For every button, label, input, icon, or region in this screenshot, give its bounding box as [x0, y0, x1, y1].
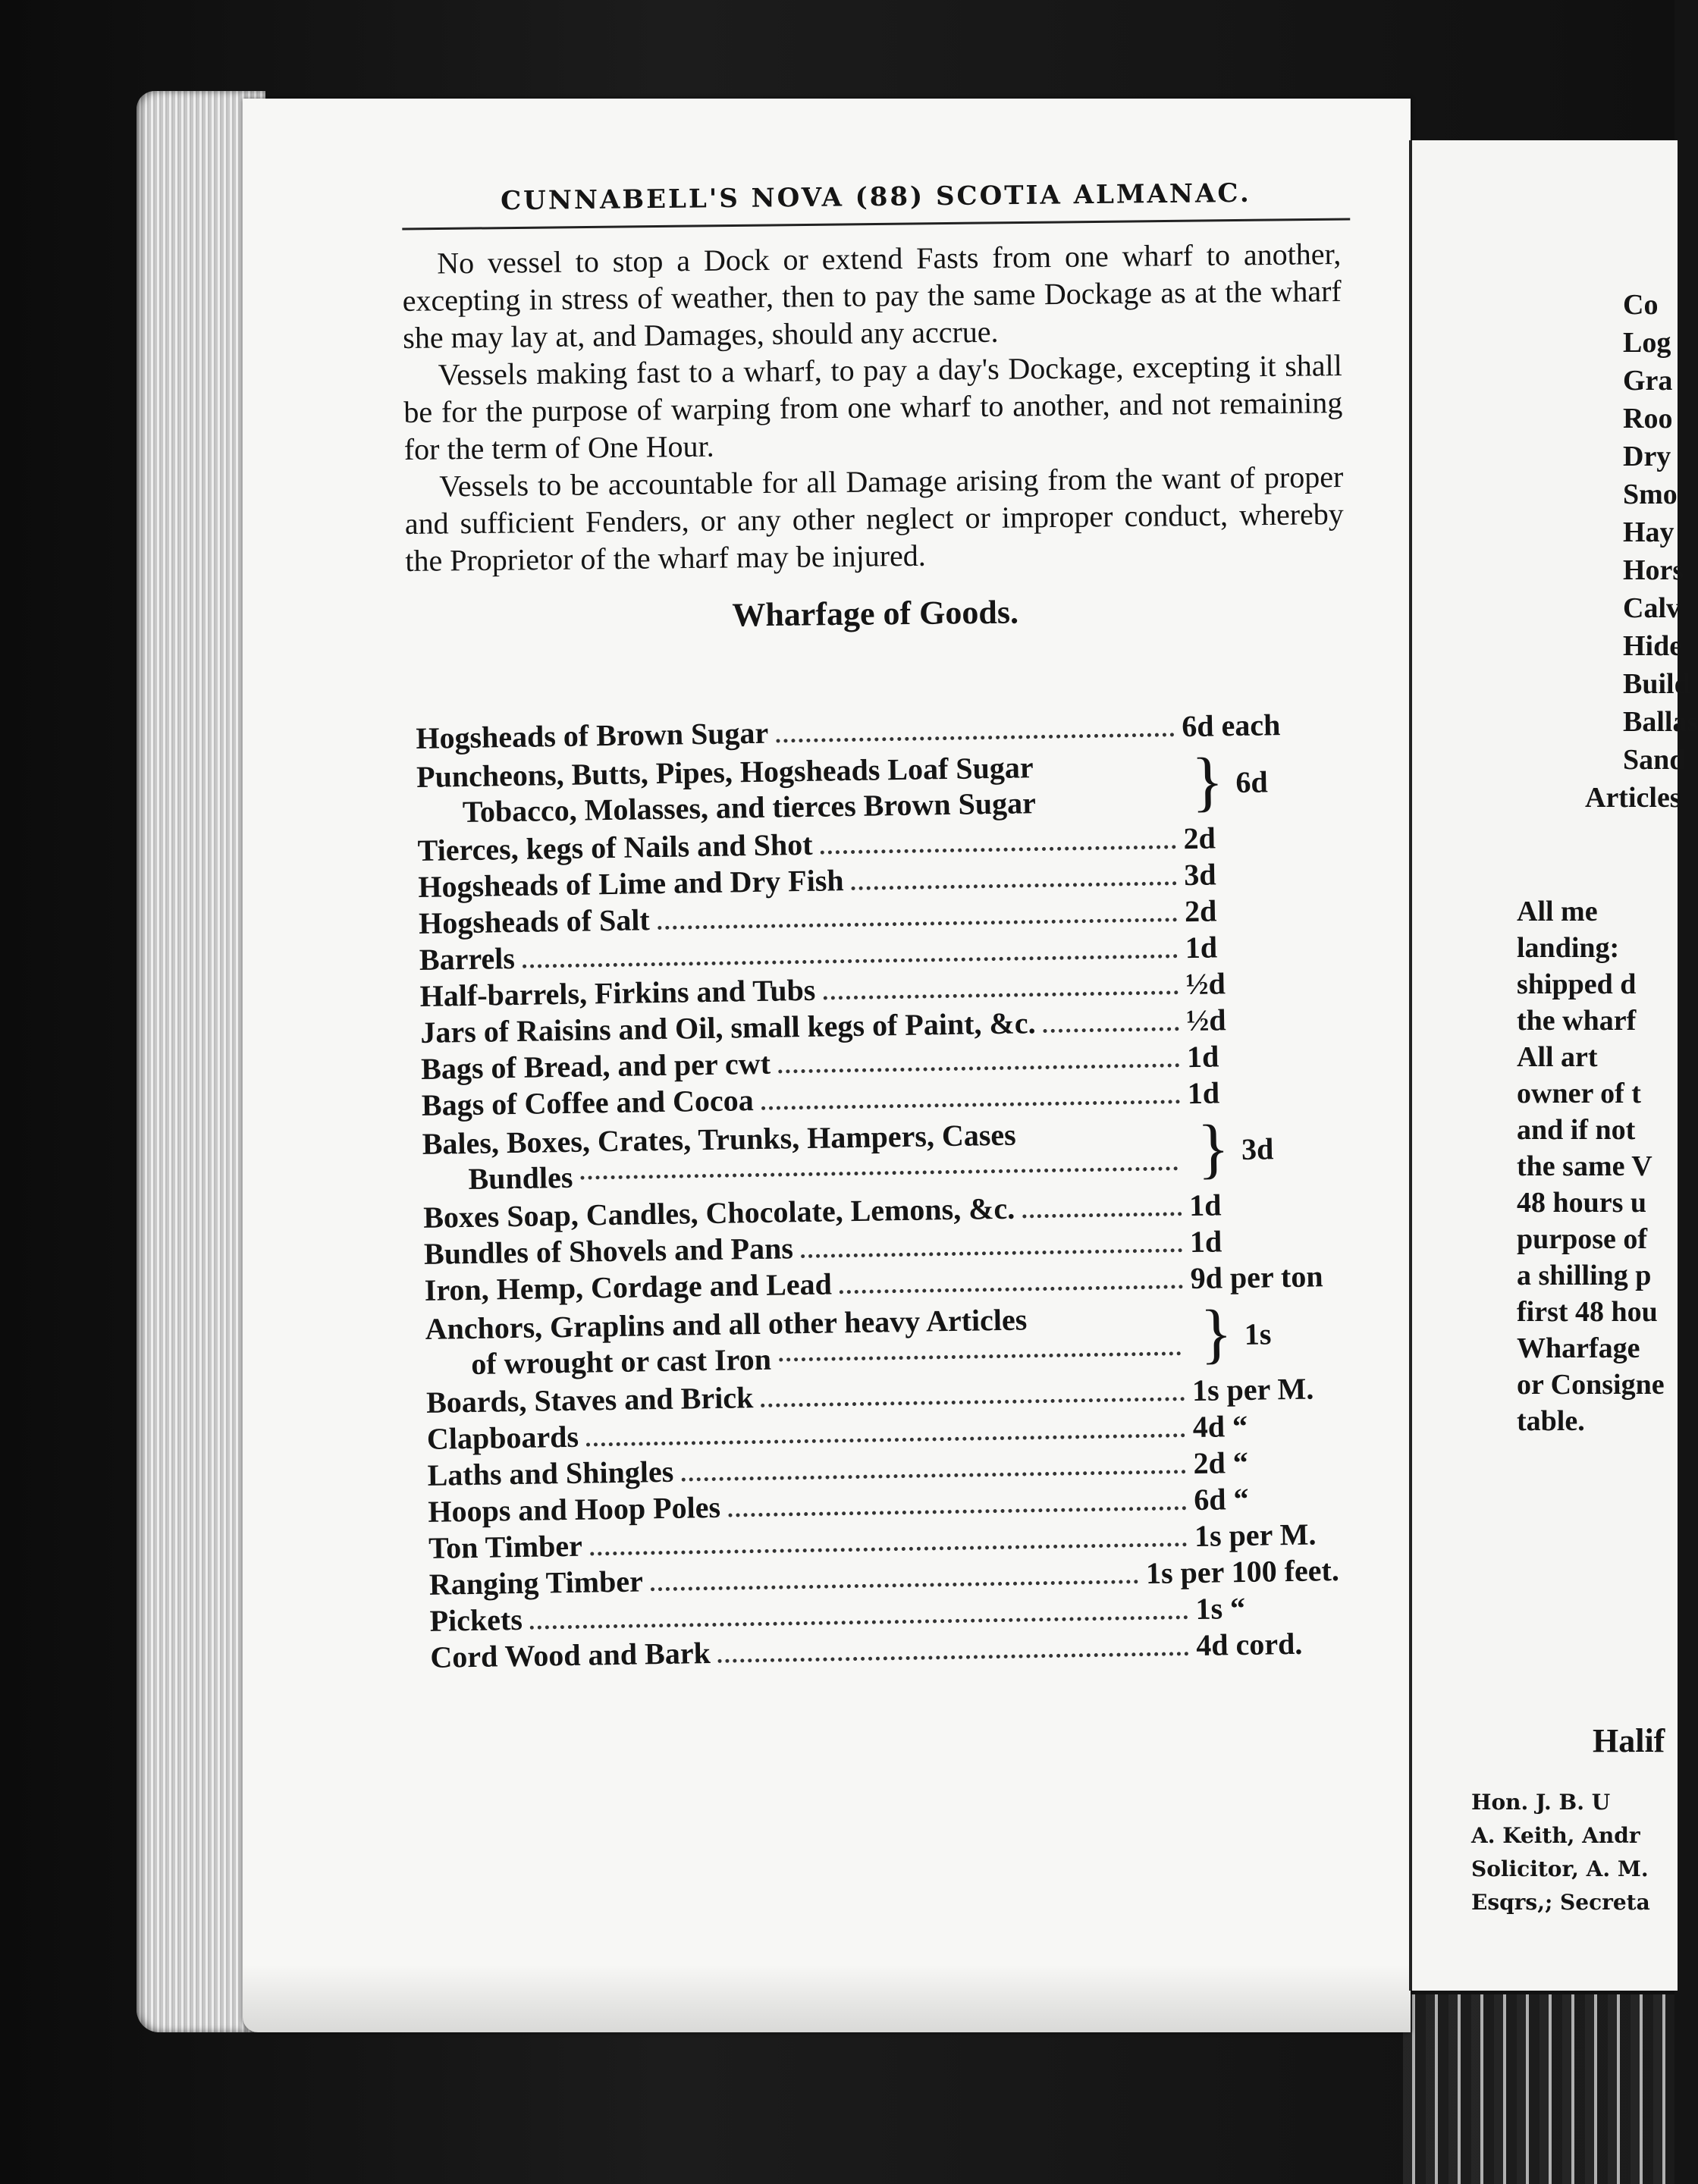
- rate-item: Tobacco, Molasses, and tierces Brown Sugar: [462, 786, 1037, 830]
- rate-item: Hoops and Hoop Poles: [428, 1489, 721, 1529]
- brace-glyph: }: [1199, 1297, 1233, 1371]
- rate-item: Clapboards: [426, 1419, 579, 1456]
- right-page-heading: Halif: [1593, 1722, 1665, 1759]
- rate-value: 1s per 100 feet.: [1145, 1553, 1340, 1591]
- rate-value: 1s: [1244, 1316, 1272, 1351]
- list-item: Build: [1623, 668, 1690, 700]
- rate-item-group: [416, 747, 1180, 830]
- rate-item: Laths and Shingles: [427, 1454, 674, 1492]
- right-page-paragraph: [1517, 895, 1674, 1441]
- text-line: All art: [1517, 1041, 1598, 1073]
- rate-value: ½d: [1185, 1003, 1226, 1038]
- text-line: and if not: [1517, 1114, 1636, 1146]
- list-item: Dry: [1623, 441, 1671, 472]
- text-line: a shilling p: [1517, 1260, 1652, 1291]
- rate-item: Bags of Bread, and per cwt: [420, 1046, 771, 1086]
- rate-value: 4d cord.: [1195, 1626, 1303, 1662]
- rate-item: Jars of Raisins and Oil, small kegs of Paint, &c.: [420, 1006, 1036, 1050]
- rate-item: Bales, Boxes, Crates, Trunks, Hampers, Cases: [422, 1117, 1016, 1161]
- running-header: CUNNABELL'S NOVA (88) SCOTIA ALMANAC.: [402, 177, 1351, 230]
- rate-item: Half-barrels, Firkins and Tubs: [419, 972, 816, 1013]
- text-line: the same V: [1517, 1150, 1652, 1182]
- rate-value: 1d: [1188, 1188, 1222, 1223]
- leader-dots: [681, 1464, 1186, 1481]
- list-item: Articles: [1585, 782, 1681, 814]
- leader-dots: [718, 1646, 1189, 1663]
- rate-row-grouped: [422, 1109, 1332, 1200]
- leader-dots: [586, 1427, 1185, 1446]
- leader-dots: [840, 1279, 1183, 1294]
- brace-glyph: }: [1191, 745, 1225, 819]
- leader-dots: [778, 1057, 1179, 1073]
- leader-dots: [852, 875, 1177, 890]
- list-item: Sand: [1623, 744, 1686, 776]
- text-line: first 48 hou: [1517, 1296, 1658, 1328]
- list-item: Gra: [1623, 365, 1673, 397]
- rate-item: Puncheons, Butts, Pipes, Hogsheads Loaf Sugar: [416, 750, 1034, 794]
- rate-value: 4d “: [1192, 1408, 1248, 1445]
- rate-value: 2d “: [1193, 1445, 1249, 1481]
- rate-value: 1s “: [1195, 1590, 1246, 1626]
- leader-dots: [1044, 1021, 1179, 1033]
- text-line: A. Keith, Andr: [1471, 1823, 1640, 1848]
- rate-item: Bags of Coffee and Cocoa: [421, 1083, 755, 1122]
- text-line: table.: [1517, 1405, 1585, 1437]
- leader-dots: [761, 1391, 1185, 1407]
- rate-value: 6d: [1235, 764, 1269, 799]
- rate-item: Tierces, kegs of Nails and Shot: [417, 827, 813, 868]
- rate-value: 1s per M.: [1191, 1371, 1314, 1408]
- rate-item: of wrought or cast Iron: [470, 1341, 772, 1381]
- rate-item-group: [422, 1114, 1185, 1197]
- rate-value: 1d: [1185, 930, 1218, 965]
- rate-value: 1d: [1189, 1224, 1222, 1260]
- list-item: Log: [1623, 327, 1671, 359]
- left-page-text: [402, 177, 1350, 671]
- list-item: Hors: [1623, 554, 1684, 586]
- text-line: or Consigne: [1517, 1369, 1665, 1401]
- paragraph: Vessels to be accountable for all Damage arising from the want of proper and sufficient Fenders, or any other neglect or improper conduct, whereby the Proprietor of the wharf may be injured.: [404, 460, 1345, 578]
- text-line: All me: [1517, 896, 1598, 927]
- leader-dots: [530, 1609, 1188, 1630]
- rate-value: 1d: [1186, 1039, 1219, 1075]
- regulations-text: [402, 235, 1345, 638]
- rate-row-grouped: [416, 742, 1327, 833]
- paragraph: No vessel to stop a Dock or extend Fasts from one wharf to another, excepting in stress of weather, then to pay the same Dockage as at the wharf she may lay at, and Damages, should any accrue.: [402, 237, 1342, 355]
- rate-item: Ranging Timber: [428, 1564, 644, 1602]
- rate-item: Boards, Staves and Brick: [425, 1380, 754, 1420]
- list-item: Ballas: [1623, 706, 1698, 738]
- list-item: Co: [1623, 289, 1659, 321]
- leader-dots: [761, 1094, 1180, 1110]
- leader-dots: [658, 912, 1178, 930]
- rate-item: Pickets: [429, 1602, 523, 1638]
- rate-item: Ton Timber: [428, 1528, 583, 1565]
- list-item: Roo: [1623, 403, 1673, 435]
- text-line: the wharf: [1517, 1005, 1637, 1037]
- leader-dots: [820, 839, 1175, 854]
- rate-value: 3d: [1241, 1131, 1274, 1166]
- rate-item: Boxes Soap, Candles, Chocolate, Lemons, &c.: [422, 1191, 1015, 1235]
- rate-value: 2d: [1184, 893, 1217, 929]
- rate-item: Anchors, Graplins and all other heavy Articles: [425, 1302, 1028, 1346]
- leader-dots: [776, 726, 1174, 742]
- rate-item: Hogsheads of Salt: [418, 902, 651, 940]
- text-line: Esqrs,; Secreta: [1471, 1890, 1650, 1915]
- leader-dots: [1022, 1206, 1182, 1218]
- text-line: 48 hours u: [1517, 1187, 1647, 1219]
- section-title: Wharfage of Goods.: [732, 593, 1019, 634]
- rate-value: 9d per ton: [1190, 1259, 1323, 1296]
- text-line: shipped d: [1517, 968, 1637, 1000]
- wharfage-rate-table: [416, 706, 1341, 1676]
- rate-item-group: [425, 1299, 1188, 1382]
- rate-item: Barrels: [419, 940, 516, 977]
- text-line: purpose of: [1517, 1223, 1648, 1255]
- paragraph: Vessels making fast to a wharf, to pay a day's Dockage, excepting it shall be for the purpose of warping from one wharf to another, and not remaining for the term of One Hour.: [403, 348, 1343, 466]
- text-line: Wharfage: [1517, 1332, 1640, 1364]
- text-line: owner of t: [1517, 1078, 1641, 1109]
- rate-value: ½d: [1185, 966, 1226, 1002]
- leader-dots: [801, 1242, 1182, 1258]
- rate-item: Hogsheads of Lime and Dry Fish: [418, 863, 844, 904]
- list-item: Hay: [1623, 516, 1674, 548]
- rate-item: Bundles: [468, 1159, 573, 1196]
- text-line: landing:: [1517, 932, 1620, 964]
- brace-glyph: }: [1196, 1112, 1230, 1186]
- leader-dots: [728, 1500, 1186, 1517]
- leader-dots: [823, 984, 1179, 999]
- rate-value: 6d each: [1181, 708, 1281, 744]
- rate-value: 2d: [1183, 821, 1216, 856]
- list-item: Hide: [1623, 630, 1683, 662]
- list-item: Smo: [1623, 479, 1678, 510]
- text-line: Hon. J. B. U: [1471, 1790, 1611, 1815]
- right-page-footer-text: [1471, 1790, 1674, 1923]
- text-line: Solicitor, A. M.: [1471, 1856, 1649, 1881]
- rate-item: Iron, Hemp, Cordage and Lead: [424, 1266, 833, 1307]
- binding-edge: [1403, 1994, 1674, 2184]
- rate-item: Bundles of Shovels and Pans: [423, 1231, 794, 1271]
- rate-value: 1s per M.: [1194, 1517, 1317, 1553]
- rate-item: Hogsheads of Brown Sugar: [416, 715, 769, 755]
- rate-item: Cord Wood and Bark: [430, 1636, 711, 1674]
- list-item: Calv: [1623, 592, 1681, 624]
- leader-dots: [651, 1574, 1138, 1591]
- leader-dots: [523, 948, 1178, 968]
- right-page-list: [1585, 288, 1698, 819]
- leader-dots: [590, 1536, 1187, 1555]
- rate-value: 1d: [1187, 1075, 1220, 1111]
- rate-value: 6d “: [1193, 1481, 1249, 1517]
- rate-row-grouped: [425, 1294, 1335, 1385]
- rate-value: 3d: [1183, 857, 1216, 893]
